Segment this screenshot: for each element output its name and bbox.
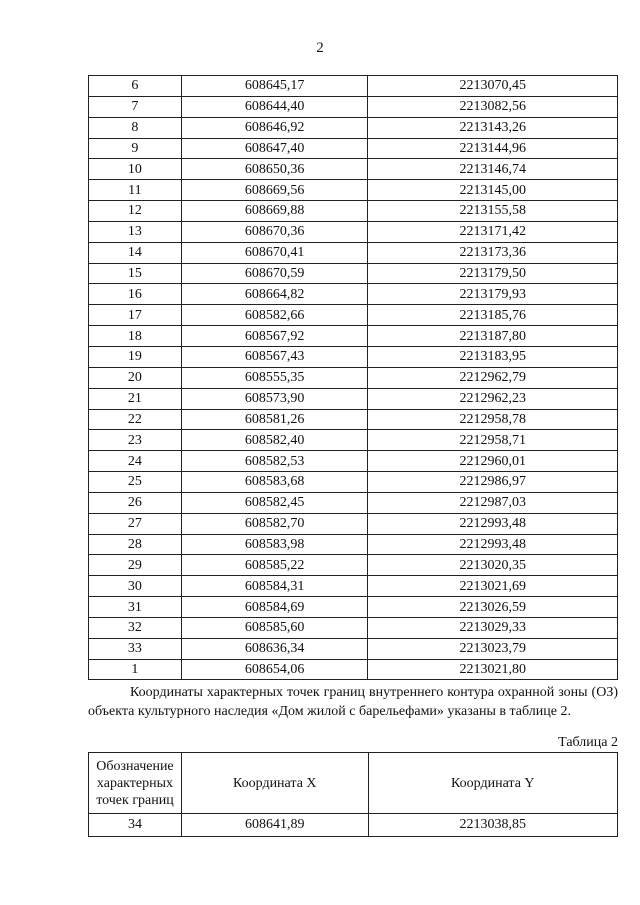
point-number: 19 [89,346,182,367]
coordinate-y: 2213179,93 [368,284,618,305]
coordinate-x: 608669,56 [181,180,368,201]
coordinate-x: 608582,70 [181,513,368,534]
coordinate-y: 2213146,74 [368,159,618,180]
point-number: 18 [89,326,182,347]
coordinate-x: 608636,34 [181,638,368,659]
coordinate-y: 2212958,78 [368,409,618,430]
coordinate-y: 2213026,59 [368,597,618,618]
coordinate-x: 608646,92 [181,117,368,138]
coordinate-x: 608581,26 [181,409,368,430]
table-row [89,367,618,388]
point-number: 12 [89,201,182,222]
point-number: 26 [89,492,182,513]
coordinate-x: 608654,06 [181,659,368,680]
coordinate-y: 2212962,23 [368,388,618,409]
table-caption: Таблица 2 [558,735,618,750]
coordinate-y: 2213183,95 [368,346,618,367]
coordinate-y: 2213155,58 [368,201,618,222]
coordinate-x: 608670,59 [181,263,368,284]
table-row [89,346,618,367]
point-number: 23 [89,430,182,451]
table-row [89,326,618,347]
coordinate-x: 608573,90 [181,388,368,409]
coordinate-x: 608585,22 [181,555,368,576]
coordinate-x: 608584,31 [181,576,368,597]
coordinate-y: 2213144,96 [368,138,618,159]
table-row [89,409,618,430]
coordinate-x: 608644,40 [181,96,368,117]
point-number: 27 [89,513,182,534]
coordinate-x: 608585,60 [181,617,368,638]
coordinate-x: 608567,43 [181,346,368,367]
coordinate-y: 2213187,80 [368,326,618,347]
point-number: 28 [89,534,182,555]
coordinate-y: 2212987,03 [368,492,618,513]
header-point-designation: Обозначение характерных точек границ [89,753,182,814]
coordinate-x: 608650,36 [181,159,368,180]
table-header-row [89,753,618,814]
description-paragraph: Координаты характерных точек границ внутреннего контура охранной зоны (ОЗ) объекта культурного наследия «Дом жилой с барельефами» указаны в таблице 2. [88,685,618,719]
coordinate-y: 2213179,50 [368,263,618,284]
coordinate-x: 608582,40 [181,430,368,451]
point-number: 7 [89,96,182,117]
point-number: 16 [89,284,182,305]
point-number: 10 [89,159,182,180]
point-number: 34 [89,814,182,837]
coordinate-x: 608645,17 [181,76,368,97]
table-row [89,430,618,451]
table-row [89,451,618,472]
table-row [89,534,618,555]
coordinate-y: 2212993,48 [368,513,618,534]
table-row [89,138,618,159]
coordinate-y: 2212993,48 [368,534,618,555]
point-number: 9 [89,138,182,159]
coordinate-x: 608555,35 [181,367,368,388]
table-row [89,388,618,409]
point-number: 20 [89,367,182,388]
point-number: 31 [89,597,182,618]
table-row [89,513,618,534]
coordinate-y: 2213171,42 [368,221,618,242]
coordinate-x: 608670,41 [181,242,368,263]
point-number: 15 [89,263,182,284]
coordinate-x: 608582,53 [181,451,368,472]
table-row [89,472,618,493]
page-number: 2 [316,40,324,56]
point-number: 14 [89,242,182,263]
coordinate-y: 2213020,35 [368,555,618,576]
table-row [89,180,618,201]
table-row [89,96,618,117]
point-number: 6 [89,76,182,97]
header-coordinate-y: Координата Y [368,753,617,814]
point-number: 29 [89,555,182,576]
coordinate-y: 2213029,33 [368,617,618,638]
coordinate-y: 2213145,00 [368,180,618,201]
point-number: 17 [89,305,182,326]
coordinates-table [88,75,618,680]
coordinate-y: 2213023,79 [368,638,618,659]
table-row [89,638,618,659]
point-number: 1 [89,659,182,680]
coordinate-y: 2213021,69 [368,576,618,597]
coordinate-x: 608567,92 [181,326,368,347]
coordinate-y: 2213185,76 [368,305,618,326]
point-number: 13 [89,221,182,242]
coordinate-x: 608583,68 [181,472,368,493]
coordinates-table-2 [88,752,618,837]
coordinate-x: 608670,36 [181,221,368,242]
coordinate-x: 608582,66 [181,305,368,326]
table-row [89,201,618,222]
coordinate-y: 2212986,97 [368,472,618,493]
table-row [89,221,618,242]
point-number: 32 [89,617,182,638]
point-number: 21 [89,388,182,409]
coordinate-y: 2213143,26 [368,117,618,138]
coordinate-x: 608664,82 [181,284,368,305]
coordinate-x: 608641,89 [181,814,368,837]
table-row [89,659,618,680]
table-row [89,305,618,326]
coordinate-x: 608647,40 [181,138,368,159]
table-row [89,76,618,97]
point-number: 30 [89,576,182,597]
coordinate-x: 608583,98 [181,534,368,555]
table-row [89,576,618,597]
coordinate-y: 2213173,36 [368,242,618,263]
coordinate-y: 2213070,45 [368,76,618,97]
coordinate-x: 608582,45 [181,492,368,513]
point-number: 22 [89,409,182,430]
point-number: 11 [89,180,182,201]
coordinate-y: 2212958,71 [368,430,618,451]
table-row [89,117,618,138]
table-row [89,159,618,180]
header-coordinate-x: Координата X [181,753,368,814]
point-number: 25 [89,472,182,493]
coordinate-y: 2212962,79 [368,367,618,388]
table-row [89,617,618,638]
coordinate-x: 608669,88 [181,201,368,222]
table-row [89,492,618,513]
point-number: 8 [89,117,182,138]
table-row [89,597,618,618]
table-row [89,263,618,284]
coordinate-y: 2213082,56 [368,96,618,117]
table-row [89,242,618,263]
table-row [89,284,618,305]
coordinate-y: 2213021,80 [368,659,618,680]
point-number: 24 [89,451,182,472]
coordinate-x: 608584,69 [181,597,368,618]
coordinate-y: 2212960,01 [368,451,618,472]
coordinate-y: 2213038,85 [368,814,617,837]
table-row [89,555,618,576]
point-number: 33 [89,638,182,659]
table-row [89,814,618,837]
